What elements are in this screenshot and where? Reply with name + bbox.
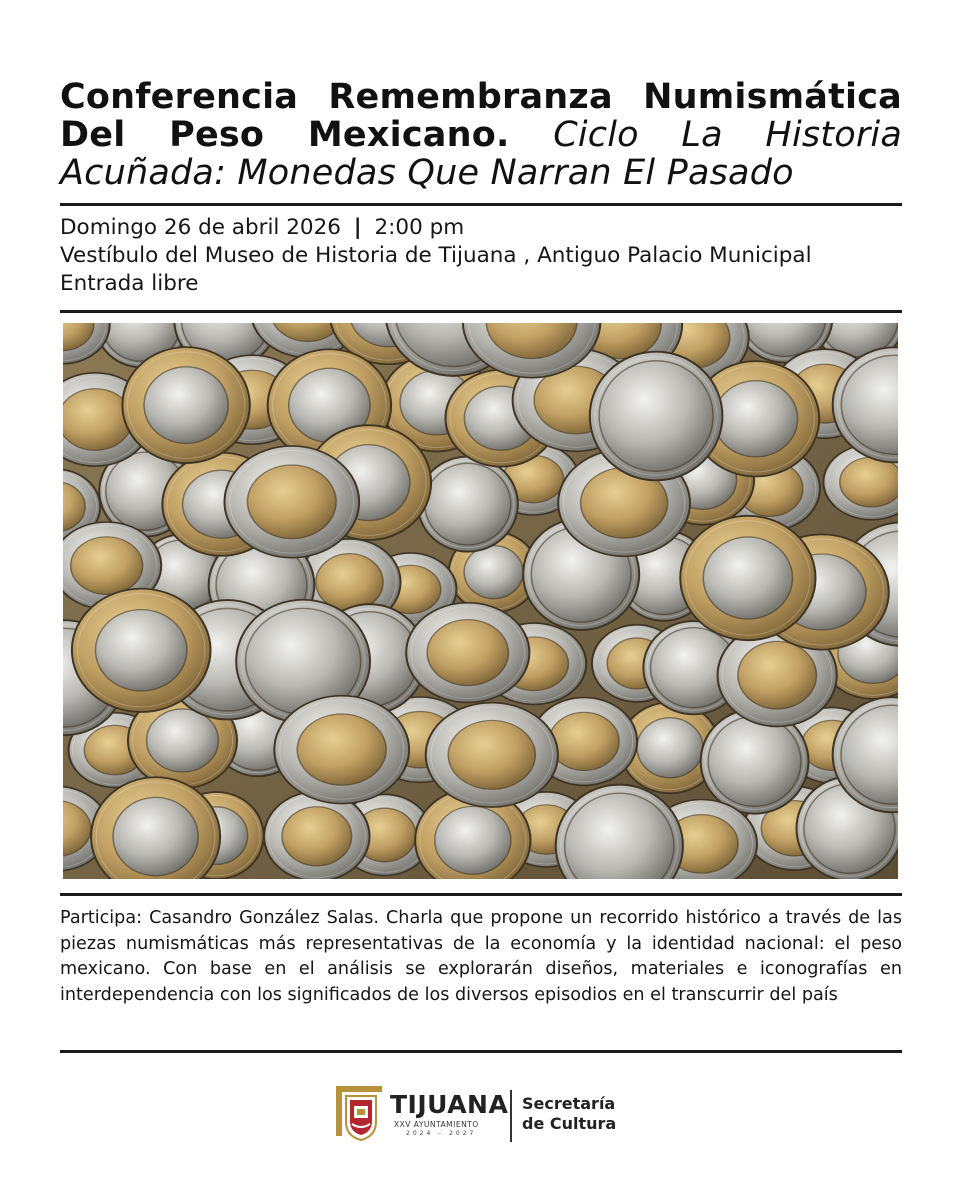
term-years: 2024 – 2027 bbox=[406, 1130, 477, 1137]
coin bbox=[72, 589, 211, 712]
department-name bbox=[522, 1094, 616, 1134]
title-series: Ciclo La Historia Acuñada: Monedas Que Narran El Pasado bbox=[60, 115, 902, 193]
coins-illustration bbox=[63, 323, 898, 879]
coin bbox=[680, 516, 815, 640]
city-name: TIJUANA bbox=[390, 1090, 509, 1119]
poster-title bbox=[60, 78, 902, 192]
separator: | bbox=[353, 215, 362, 240]
department-line2: de Cultura bbox=[522, 1114, 617, 1133]
date-time-line bbox=[60, 214, 902, 242]
divider-mid bbox=[60, 310, 902, 313]
event-time: 2:00 pm bbox=[374, 215, 465, 240]
ayuntamiento-label: XXV AYUNTAMIENTO bbox=[394, 1120, 479, 1129]
footer-logos bbox=[332, 1080, 652, 1144]
divider-bottom bbox=[60, 1050, 902, 1053]
coin bbox=[418, 457, 518, 552]
coins-photo bbox=[63, 323, 898, 879]
coin bbox=[274, 696, 409, 804]
logo-divider bbox=[510, 1090, 512, 1142]
event-date: Domingo 26 de abril 2026 bbox=[60, 215, 341, 240]
event-venue: Vestíbulo del Museo de Historia de Tijuana , Antiguo Palacio Municipal bbox=[60, 243, 812, 268]
coin bbox=[225, 446, 360, 558]
coin bbox=[122, 347, 249, 463]
title-main: Conferencia Remembranza Numismática Del Peso Mexicano. bbox=[60, 77, 902, 155]
event-info bbox=[60, 214, 902, 298]
coin bbox=[426, 703, 558, 807]
coin bbox=[264, 792, 369, 879]
event-description: Participa: Casandro González Salas. Charla que propone un recorrido histórico a través de las piezas numismáticas más representativas de la economía y la identidad nacional: el peso mexicano. Con base en el análisis se explorarán diseños, materiales e iconografías en interdependencia con los significados de los diversos episodios en el transcurrir del país bbox=[60, 908, 902, 1005]
coin bbox=[590, 352, 723, 481]
divider-lower bbox=[60, 893, 902, 896]
tijuana-crest-icon bbox=[332, 1084, 386, 1142]
coin bbox=[406, 603, 529, 703]
department-line1: Secretaría bbox=[522, 1094, 616, 1113]
divider-top bbox=[60, 203, 902, 206]
event-admission: Entrada libre bbox=[60, 271, 199, 296]
